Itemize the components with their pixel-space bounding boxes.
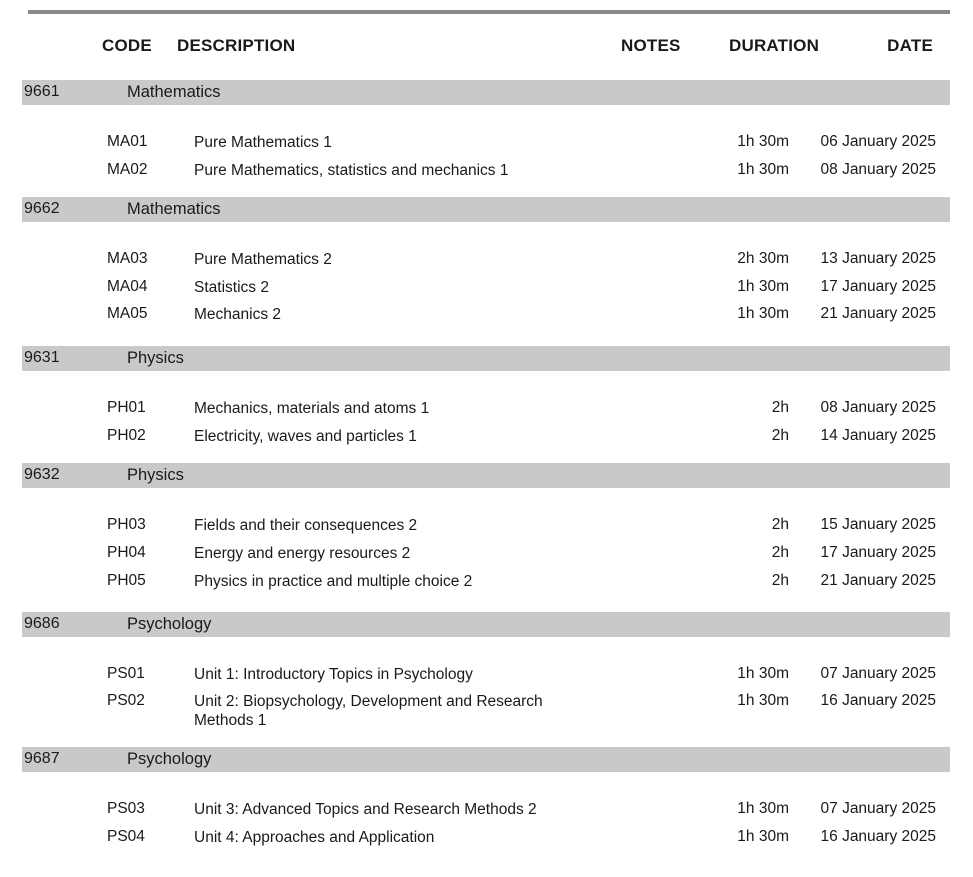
- unit-description: Electricity, waves and particles 1: [194, 428, 417, 445]
- unit-duration: 1h 30m: [737, 305, 789, 322]
- group-code: 9661: [24, 83, 60, 100]
- group-title: Mathematics: [127, 200, 221, 218]
- column-header-date: DATE: [887, 36, 933, 55]
- unit-date: 08 January 2025: [820, 399, 936, 416]
- unit-duration: 1h 30m: [737, 133, 789, 150]
- unit-date: 21 January 2025: [820, 572, 936, 589]
- group-title: Physics: [127, 349, 184, 367]
- unit-date: 16 January 2025: [820, 828, 936, 845]
- unit-duration: 2h: [771, 572, 789, 589]
- unit-code: PH03: [107, 516, 146, 533]
- unit-description: Mechanics, materials and atoms 1: [194, 400, 430, 417]
- group-title: Physics: [127, 466, 184, 484]
- unit-date: 16 January 2025: [820, 692, 936, 709]
- unit-date: 21 January 2025: [820, 305, 936, 322]
- group-code: 9631: [24, 349, 60, 366]
- unit-description: Pure Mathematics 2: [194, 251, 332, 268]
- unit-date: 08 January 2025: [820, 161, 936, 178]
- group-title: Psychology: [127, 615, 212, 633]
- unit-description: Unit 3: Advanced Topics and Research Methods 2: [194, 801, 537, 818]
- unit-duration: 1h 30m: [737, 161, 789, 178]
- unit-code: MA03: [107, 250, 148, 267]
- group-code: 9632: [24, 466, 60, 483]
- unit-duration: 1h 30m: [737, 828, 789, 845]
- unit-code: MA05: [107, 305, 148, 322]
- top-divider: [28, 10, 950, 14]
- unit-date: 07 January 2025: [820, 665, 936, 682]
- unit-code: PS01: [107, 665, 145, 682]
- unit-date: 17 January 2025: [820, 278, 936, 295]
- group-title: Mathematics: [127, 83, 221, 101]
- unit-duration: 2h: [771, 516, 789, 533]
- unit-duration: 1h 30m: [737, 800, 789, 817]
- unit-description: Energy and energy resources 2: [194, 545, 411, 562]
- unit-duration: 1h 30m: [737, 278, 789, 295]
- unit-duration: 2h: [771, 399, 789, 416]
- unit-duration: 1h 30m: [737, 665, 789, 682]
- unit-date: 17 January 2025: [820, 544, 936, 561]
- unit-description: Physics in practice and multiple choice 2: [194, 573, 473, 590]
- unit-duration: 2h: [771, 544, 789, 561]
- unit-description: Unit 1: Introductory Topics in Psychology: [194, 666, 473, 683]
- unit-code: PH02: [107, 427, 146, 444]
- unit-date: 07 January 2025: [820, 800, 936, 817]
- column-header-description: DESCRIPTION: [177, 36, 296, 55]
- unit-duration: 2h 30m: [737, 250, 789, 267]
- unit-code: PH04: [107, 544, 146, 561]
- column-header-duration: DURATION: [729, 36, 820, 55]
- group-code: 9686: [24, 615, 60, 632]
- unit-description: Unit 2: Biopsychology, Development and Research Methods 1: [194, 693, 543, 729]
- unit-date: 13 January 2025: [820, 250, 936, 267]
- unit-description: Statistics 2: [194, 279, 269, 296]
- unit-code: PH01: [107, 399, 146, 416]
- unit-description: Pure Mathematics, statistics and mechanics 1: [194, 162, 509, 179]
- group-code: 9662: [24, 200, 60, 217]
- unit-duration: 2h: [771, 427, 789, 444]
- unit-code: PS04: [107, 828, 145, 845]
- column-header-notes: NOTES: [621, 36, 681, 55]
- unit-code: PS02: [107, 692, 145, 709]
- unit-date: 06 January 2025: [820, 133, 936, 150]
- unit-date: 14 January 2025: [820, 427, 936, 444]
- group-title: Psychology: [127, 750, 212, 768]
- unit-code: MA04: [107, 278, 148, 295]
- group-code: 9687: [24, 750, 60, 767]
- unit-description: Pure Mathematics 1: [194, 134, 332, 151]
- unit-description: Unit 4: Approaches and Application: [194, 829, 435, 846]
- unit-code: MA01: [107, 133, 148, 150]
- unit-code: PH05: [107, 572, 146, 589]
- unit-date: 15 January 2025: [820, 516, 936, 533]
- column-header-code: CODE: [102, 36, 152, 55]
- unit-description: Mechanics 2: [194, 306, 282, 323]
- unit-duration: 1h 30m: [737, 692, 789, 709]
- unit-code: MA02: [107, 161, 148, 178]
- unit-code: PS03: [107, 800, 145, 817]
- unit-description: Fields and their consequences 2: [194, 517, 418, 534]
